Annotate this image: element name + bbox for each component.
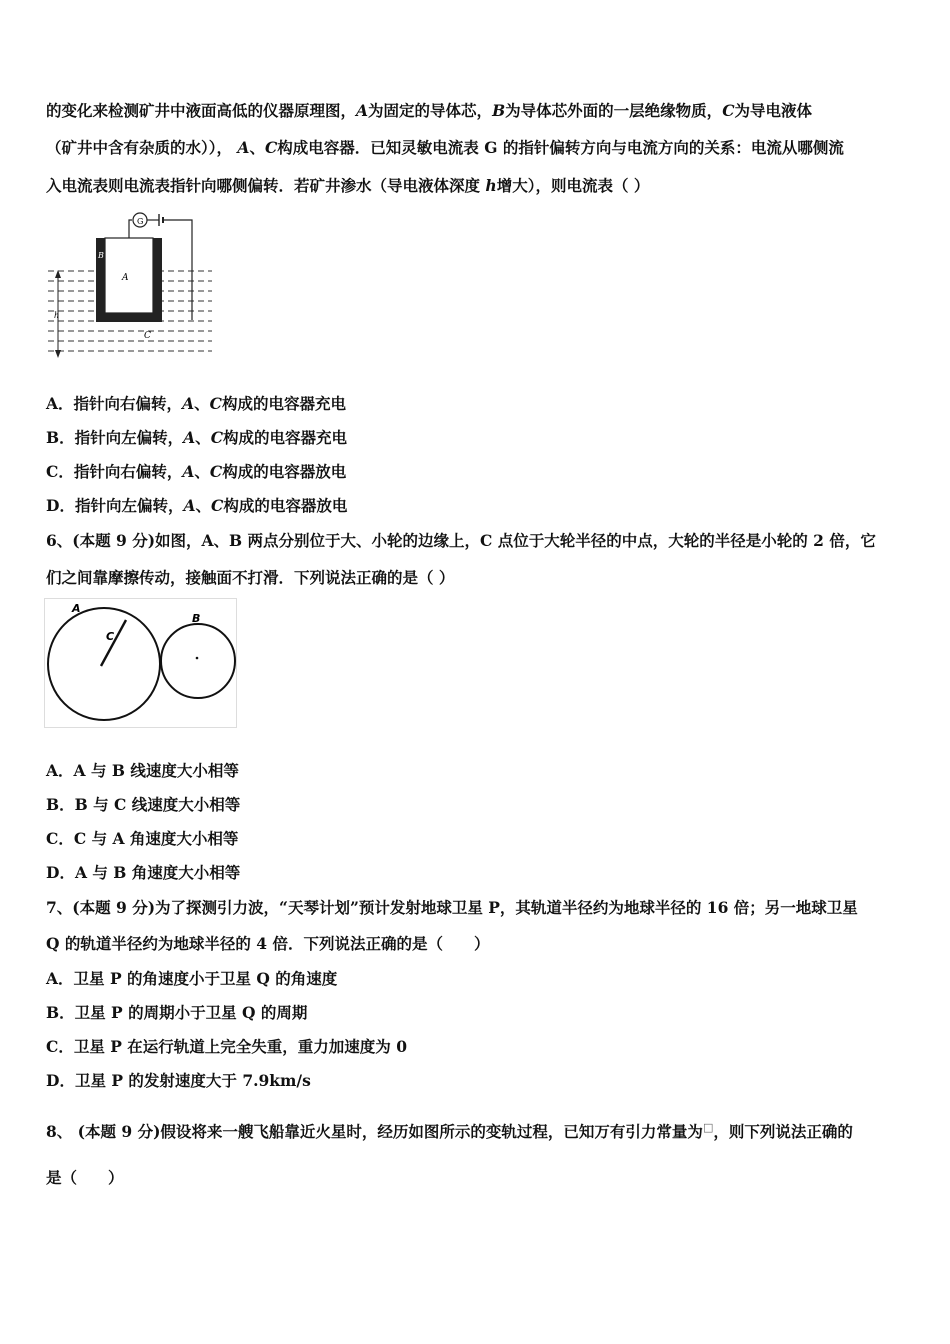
option-text: 指针向右偏转， xyxy=(73,462,183,481)
option-dot: ． xyxy=(59,863,75,882)
option-text: 构成的电容器充电 xyxy=(223,428,348,447)
option-text: 构成的电容器放电 xyxy=(222,462,347,481)
big-wheel xyxy=(48,608,160,720)
small-wheel-center xyxy=(196,657,199,660)
option-dot: ． xyxy=(59,496,75,515)
q7-option-d[interactable] xyxy=(46,1071,311,1091)
option-letter: A xyxy=(46,969,59,988)
q5-stem-text: 为导电液体 xyxy=(734,101,813,120)
option-letter: D xyxy=(46,863,60,882)
q5-stem-text: 入电流表则电流表指针向哪侧偏转．若矿井渗水（导电液体深度 xyxy=(46,176,486,195)
q6-stem-line2: 们之间靠摩擦传动，接触面不打滑．下列说法正确的是（ ） xyxy=(46,568,455,587)
option-text: 指针向右偏转， xyxy=(73,394,183,413)
q8-stem-line1 xyxy=(46,1118,853,1142)
option-dot: ． xyxy=(58,969,74,988)
label-b: B xyxy=(192,612,201,625)
option-var: C xyxy=(210,428,224,447)
option-text: 构成的电容器充电 xyxy=(221,394,346,413)
q8-stem-text: 8、 (本题 9 分)假设将来一艘飞船靠近火星时，经历如图所示的变轨过程，已知万有引力常量为 xyxy=(46,1122,703,1141)
conductor-a xyxy=(105,238,153,313)
q5-var-a: A xyxy=(237,138,250,157)
option-var: A xyxy=(183,496,196,515)
option-letter: D xyxy=(46,496,60,515)
option-dot: ． xyxy=(58,394,74,413)
option-letter: C xyxy=(46,829,59,848)
label-g: G xyxy=(137,217,144,226)
option-dot: ． xyxy=(59,1071,75,1090)
option-letter: B xyxy=(46,428,60,447)
option-var: C xyxy=(209,394,222,413)
option-letter: A xyxy=(46,761,59,780)
q6-option-d[interactable] xyxy=(46,863,240,883)
option-text: A 与 B 线速度大小相等 xyxy=(73,761,239,780)
label-c: C xyxy=(144,331,151,341)
option-dot: ． xyxy=(58,1037,74,1056)
q5-stem-text: （矿井中含有杂质的水））， xyxy=(46,138,238,157)
option-letter: C xyxy=(46,1037,59,1056)
option-letter: B xyxy=(46,795,60,814)
option-text: 卫星 P 的发射速度大于 7.9km/s xyxy=(74,1071,311,1090)
option-sep: 、 xyxy=(194,394,210,413)
q6-wheels-figure xyxy=(44,598,240,730)
option-text: C 与 A 角速度大小相等 xyxy=(73,829,239,848)
q7-stem-line2: Q 的轨道半径约为地球半径的 4 倍．下列说法正确的是（ ） xyxy=(46,934,490,953)
option-dot: ． xyxy=(59,1003,75,1022)
label-b: B xyxy=(98,251,104,260)
option-text: 卫星 P 在运行轨道上完全失重，重力加速度为 0 xyxy=(73,1037,407,1056)
q5-option-d[interactable] xyxy=(46,496,347,516)
option-letter: D xyxy=(46,1071,60,1090)
option-dot: ． xyxy=(58,462,74,481)
label-c: C xyxy=(106,630,115,643)
q5-var-c: C xyxy=(264,138,278,157)
option-text: 指针向左偏转， xyxy=(74,496,184,515)
option-dot: ． xyxy=(58,829,74,848)
option-text: 卫星 P 的角速度小于卫星 Q 的角速度 xyxy=(73,969,338,988)
option-letter: C xyxy=(46,462,59,481)
q5-sep: 、 xyxy=(249,138,265,157)
q5-stem-line1 xyxy=(46,101,812,121)
small-wheel xyxy=(161,624,235,698)
option-dot: ． xyxy=(58,761,74,780)
q7-option-b[interactable] xyxy=(46,1003,307,1023)
q5-stem-text: 为固定的导体芯， xyxy=(368,101,493,120)
option-text: 指针向左偏转， xyxy=(74,428,184,447)
q5-capacitor-figure xyxy=(44,208,216,364)
q5-stem-line2 xyxy=(46,138,844,158)
q5-var-a: A xyxy=(356,101,369,120)
option-text: B 与 C 线速度大小相等 xyxy=(74,795,241,814)
option-var: C xyxy=(211,496,224,515)
q5-var-c: C xyxy=(722,101,735,120)
option-letter: B xyxy=(46,1003,60,1022)
q5-option-c[interactable] xyxy=(46,462,346,482)
option-var: A xyxy=(182,462,195,481)
option-dot: ． xyxy=(59,428,75,447)
q5-stem-text: 为导体芯外面的一层绝缘物质， xyxy=(505,101,723,120)
option-dot: ． xyxy=(59,795,75,814)
q7-option-c[interactable] xyxy=(46,1037,407,1057)
missing-glyph-icon: □ xyxy=(702,1121,714,1134)
option-var: C xyxy=(209,462,223,481)
q5-stem-text: 增大），则电流表（ ） xyxy=(496,176,650,195)
q8-stem-text: ，则下列说法正确的 xyxy=(713,1122,853,1141)
option-letter: A xyxy=(46,394,59,413)
q5-stem-text: 构成电容器．已知灵敏电流表 G 的指针偏转方向与电流方向的关系：电流从哪侧流 xyxy=(277,138,844,157)
q5-option-b[interactable] xyxy=(46,428,347,448)
option-var: A xyxy=(183,428,196,447)
q7-stem-line1: 7、(本题 9 分)为了探测引力波，“天琴计划”预计发射地球卫星 P，其轨道半径约为地球半径的 16 倍；另一地球卫星 xyxy=(46,898,858,917)
q7-option-a[interactable] xyxy=(46,969,337,989)
q5-var-h: h xyxy=(485,176,497,195)
label-a: A xyxy=(72,602,81,615)
q5-option-a[interactable] xyxy=(46,394,346,414)
big-wheel-radius xyxy=(101,620,126,666)
q6-option-b[interactable] xyxy=(46,795,240,815)
option-text: A 与 B 角速度大小相等 xyxy=(74,863,241,882)
option-sep: 、 xyxy=(195,496,212,515)
option-text: 卫星 P 的周期小于卫星 Q 的周期 xyxy=(74,1003,308,1022)
option-var: A xyxy=(182,394,195,413)
option-sep: 、 xyxy=(195,428,211,447)
option-sep: 、 xyxy=(194,462,210,481)
label-a: A xyxy=(122,273,129,283)
label-h: h xyxy=(54,311,60,320)
option-text: 构成的电容器放电 xyxy=(223,496,348,515)
q8-stem-line2: 是（ ） xyxy=(46,1168,124,1187)
q6-option-a[interactable] xyxy=(46,761,239,781)
q6-stem-line1: 6、(本题 9 分)如图，A、B 两点分别位于大、小轮的边缘上，C 点位于大轮半径的中点，大轮的半径是小轮的 2 倍，它 xyxy=(46,531,876,550)
q6-option-c[interactable] xyxy=(46,829,238,849)
q5-var-b: B xyxy=(492,101,506,120)
q5-stem-text: 的变化来检测矿井中液面高低的仪器原理图， xyxy=(46,101,357,120)
q5-stem-line3 xyxy=(46,176,649,196)
